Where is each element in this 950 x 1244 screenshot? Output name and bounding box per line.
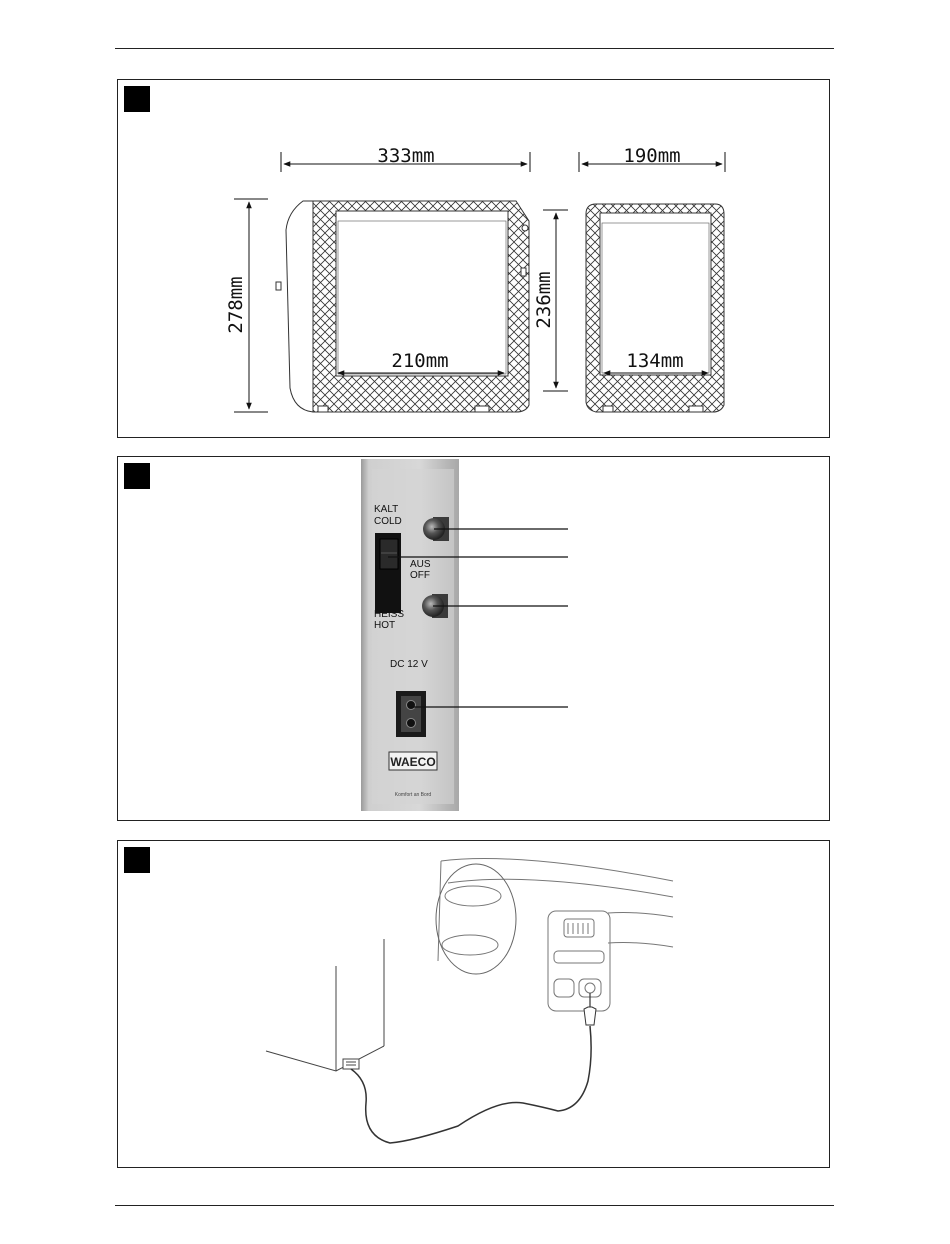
cooler-outline <box>266 939 384 1071</box>
header-rule <box>115 48 834 49</box>
footer-rule <box>115 1205 834 1206</box>
inner-width-label: 210mm <box>391 350 449 372</box>
voltage-label: DC 12 V <box>390 659 428 670</box>
cold-label-en: COLD <box>374 516 402 527</box>
side-height-label: 236mm <box>533 271 555 329</box>
car-dashboard-drawing <box>118 841 831 1169</box>
hot-label-de: HEISS <box>374 609 405 620</box>
off-label-en: OFF <box>410 570 430 581</box>
figure-1-dimensions-panel <box>117 79 830 438</box>
figure-2-control-panel <box>117 456 830 821</box>
dashboard <box>436 859 673 1012</box>
dc-power-socket <box>396 691 426 737</box>
front-view <box>276 201 529 412</box>
hot-label-en: HOT <box>374 620 396 631</box>
off-label-de: AUS <box>410 559 431 570</box>
side-inner-width-label: 134mm <box>626 350 684 372</box>
mode-switch <box>375 533 401 613</box>
outer-height-label: 278mm <box>225 276 247 334</box>
side-width-label: 190mm <box>623 145 681 167</box>
power-cable <box>351 993 596 1143</box>
cooler-dimension-drawing <box>118 80 831 439</box>
outer-width-label: 333mm <box>377 145 435 167</box>
brand-tagline: Komfort an Bord <box>394 792 432 798</box>
figure-3-car-connection <box>117 840 830 1168</box>
brand-logo: WAECO <box>390 755 436 769</box>
cold-label-de: KALT <box>374 504 399 515</box>
control-panel-photo <box>118 457 831 822</box>
